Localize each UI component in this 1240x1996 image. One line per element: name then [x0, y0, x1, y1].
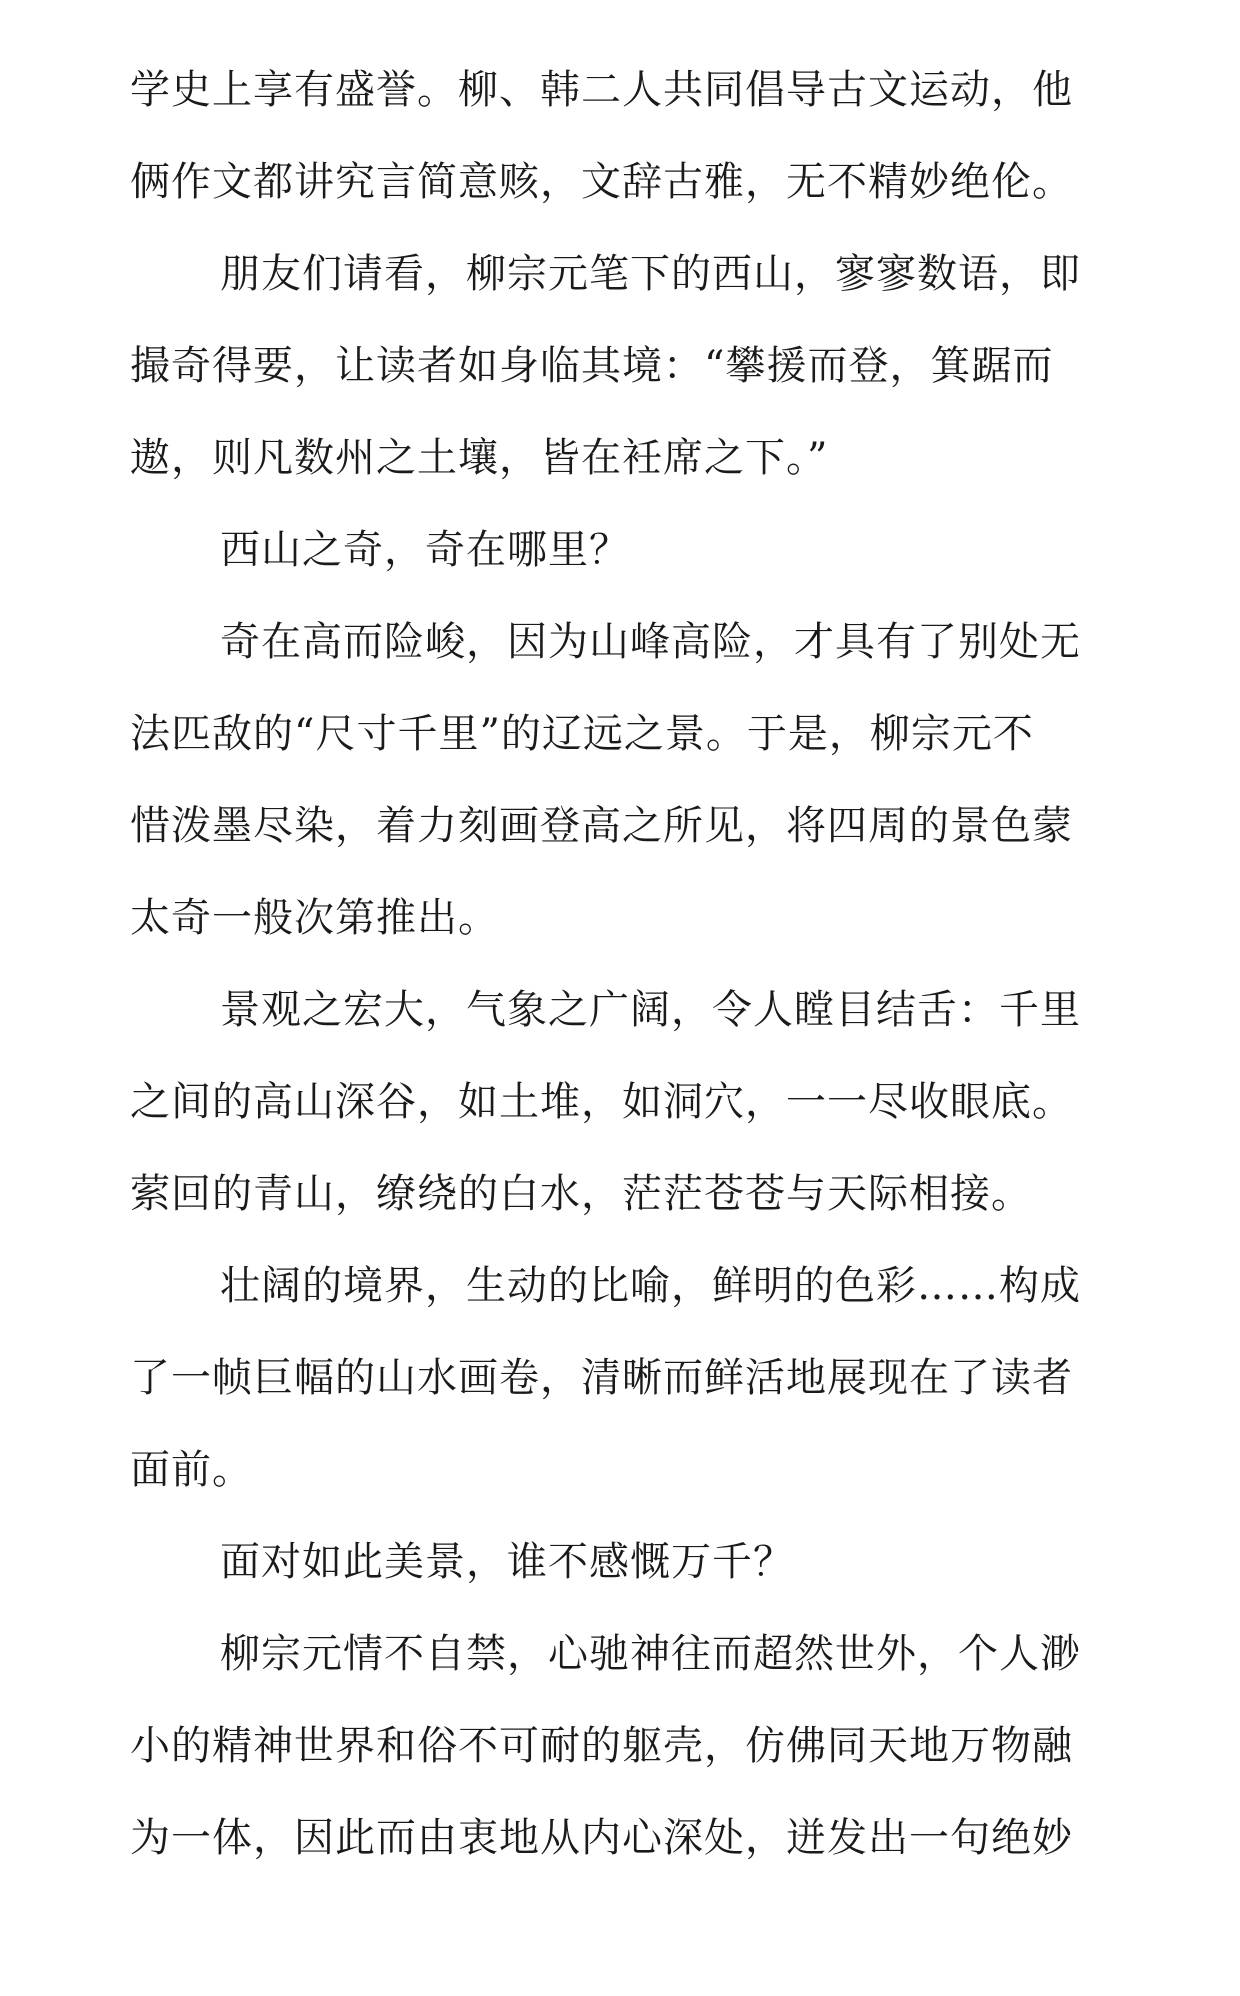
text-line: 西山之奇，奇在哪里？: [220, 527, 630, 573]
text-line: 小的精神世界和俗不可耐的躯壳，仿佛同天地万物融: [130, 1723, 1073, 1769]
text-line: 为一体，因此而由衷地从内心深处，迸发出一句绝妙: [130, 1815, 1073, 1861]
text-line: 惜泼墨尽染，着力刻画登高之所见，将四周的景色蒙: [130, 803, 1073, 849]
text-line: 面对如此美景，谁不感慨万千？: [220, 1539, 794, 1585]
text-line: 学史上享有盛誉。柳、韩二人共同倡导古文运动，他: [130, 67, 1073, 113]
text-line: 了一帧巨幅的山水画卷，清晰而鲜活地展现在了读者: [130, 1355, 1073, 1401]
text-line: 法匹敌的“尺寸千里”的辽远之景。于是，柳宗元不: [130, 711, 1034, 757]
text-line: 萦回的青山，缭绕的白水，茫茫苍苍与天际相接。: [130, 1171, 1032, 1217]
text-line: 奇在高而险峻，因为山峰高险，才具有了别处无: [220, 619, 1081, 665]
text-line: 壮阔的境界，生动的比喻，鲜明的色彩……构成: [220, 1263, 1081, 1309]
text-line: 面前。: [130, 1447, 253, 1493]
text-line: 遨，则凡数州之土壤，皆在衽席之下。”: [130, 435, 829, 481]
text-line: 撮奇得要，让读者如身临其境：“攀援而登，箕踞而: [130, 343, 1054, 389]
text-line: 太奇一般次第推出。: [130, 895, 499, 941]
text-line: 景观之宏大，气象之广阔，令人瞠目结舌：千里: [220, 987, 1081, 1033]
text-line: 俩作文都讲究言简意赅，文辞古雅，无不精妙绝伦。: [130, 159, 1073, 205]
text-line: 朋友们请看，柳宗元笔下的西山，寥寥数语，即: [220, 251, 1081, 297]
text-line: 之间的高山深谷，如土堆，如洞穴，一一尽收眼底。: [130, 1079, 1073, 1125]
text-line: 柳宗元情不自禁，心驰神往而超然世外，个人渺: [220, 1631, 1081, 1677]
